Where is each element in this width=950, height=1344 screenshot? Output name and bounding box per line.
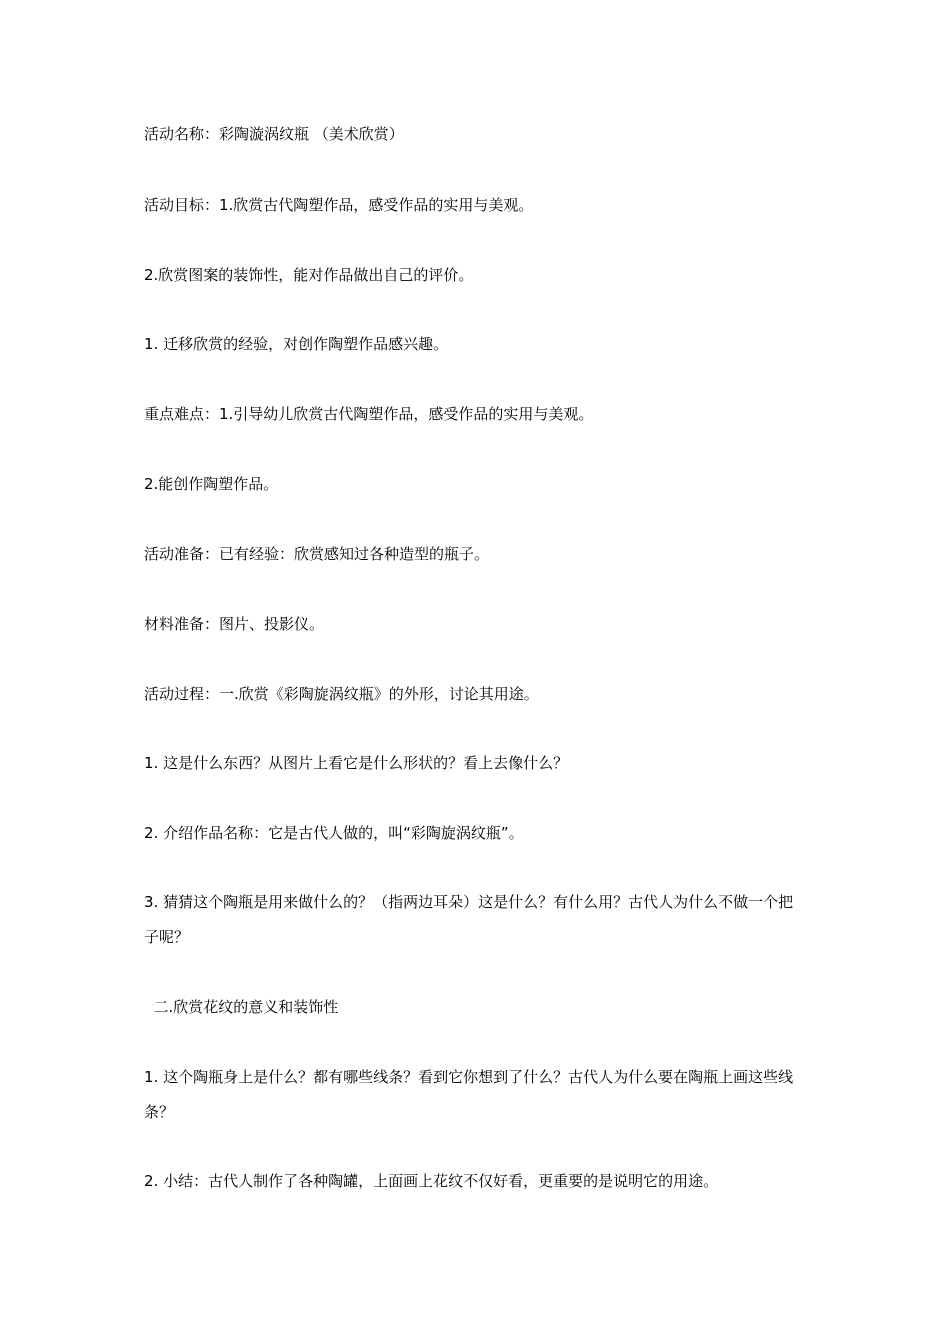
process-step-2: 2. 介绍作品名称：它是古代人做的，叫“彩陶旋涡纹瓶”。 — [144, 824, 524, 842]
material-preparation: 材料准备：图片、投影仪。 — [144, 615, 325, 633]
activity-name: 活动名称：彩陶漩涡纹瓶 （美术欣赏） — [144, 125, 404, 143]
section-two-heading: 二.欣赏花纹的意义和装饰性 — [144, 998, 339, 1016]
key-point-1: 重点难点：1.引导幼儿欣赏古代陶塑作品，感受作品的实用与美观。 — [144, 405, 594, 423]
process-step-3: 3. 猜猜这个陶瓶是用来做什么的？（指两边耳朵）这是什么？有什么用？古代人为什么不做一个把子呢？ — [144, 893, 794, 946]
activity-process-heading: 活动过程：一.欣赏《彩陶旋涡纹瓶》的外形，讨论其用途。 — [144, 685, 539, 703]
activity-goal-3: 1. 迁移欣赏的经验，对创作陶塑作品感兴趣。 — [144, 335, 449, 353]
activity-goal-2: 2.欣赏图案的装饰性，能对作品做出自己的评价。 — [144, 266, 474, 284]
section-two-summary: 2. 小结：古代人制作了各种陶罐，上面画上花纹不仅好看，更重要的是说明它的用途。 — [144, 1172, 719, 1190]
key-point-2: 2.能创作陶塑作品。 — [144, 475, 279, 493]
process-step-1: 1. 这是什么东西？从图片上看它是什么形状的？看上去像什么？ — [144, 754, 569, 772]
section-two-step-1: 1. 这个陶瓶身上是什么？都有哪些线条？看到它你想到了什么？古代人为什么要在陶瓶上画这些线条？ — [144, 1068, 794, 1121]
activity-goal-1: 活动目标：1.欣赏古代陶塑作品，感受作品的实用与美观。 — [144, 196, 534, 214]
activity-preparation: 活动准备：已有经验：欣赏感知过各种造型的瓶子。 — [144, 545, 490, 563]
